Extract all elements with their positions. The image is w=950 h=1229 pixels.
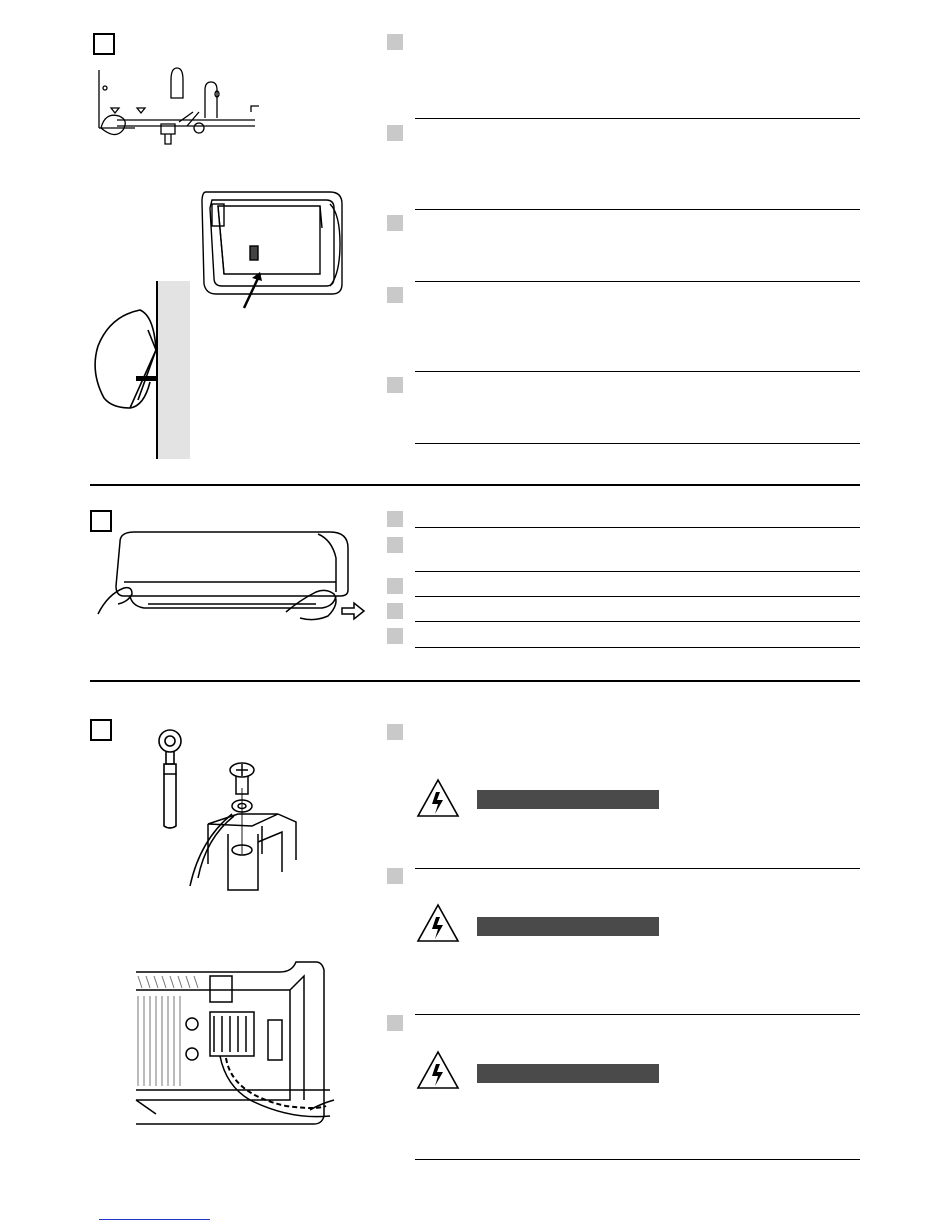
step-divider-3-2 <box>415 1014 860 1015</box>
ring-terminal-drawing <box>152 727 192 832</box>
step-marker-2-2 <box>387 537 403 553</box>
step-divider-1-2 <box>415 209 860 210</box>
step-marker-2-3 <box>387 578 403 594</box>
step-divider-1-3 <box>415 281 860 282</box>
step-marker-1-3 <box>387 215 403 231</box>
electric-shock-warning-icon <box>416 1050 460 1090</box>
step-divider-1-1 <box>415 118 860 119</box>
figure-number-box-1 <box>93 33 115 55</box>
step-marker-1-4 <box>387 287 403 303</box>
footer-link-underline[interactable] <box>99 1219 210 1220</box>
electric-shock-warning-icon <box>416 903 460 943</box>
step-divider-2-5 <box>415 647 860 648</box>
step-marker-2-1 <box>387 511 403 527</box>
step-divider-1-4 <box>415 371 860 372</box>
step-marker-3-3 <box>387 1015 403 1031</box>
mounting-bracket-drawing <box>95 68 265 158</box>
warning-label-bar-1 <box>477 790 659 809</box>
step-divider-3-1 <box>415 868 860 869</box>
step-divider-2-3 <box>415 596 860 597</box>
electric-shock-warning-icon <box>416 778 460 818</box>
step-marker-3-1 <box>387 724 403 740</box>
unit-wiring-compartment-drawing <box>130 950 340 1130</box>
terminal-block-drawing <box>190 758 320 893</box>
step-divider-2-2 <box>415 571 860 572</box>
figure-number-box-3 <box>90 719 112 741</box>
step-marker-3-2 <box>387 868 403 884</box>
front-panel-removal-drawing <box>90 528 370 628</box>
step-marker-1-1 <box>387 34 403 50</box>
step-divider-2-1 <box>415 527 860 528</box>
section-separator-2 <box>90 680 860 682</box>
step-marker-1-2 <box>387 125 403 141</box>
step-marker-2-5 <box>387 628 403 644</box>
step-divider-2-4 <box>415 621 860 622</box>
indoor-unit-back-drawing <box>180 188 350 318</box>
section-separator-1 <box>90 484 860 486</box>
step-divider-3-3 <box>415 1159 860 1160</box>
step-marker-2-4 <box>387 603 403 619</box>
step-marker-1-5 <box>387 377 403 393</box>
step-divider-1-5 <box>415 443 860 444</box>
warning-label-bar-3 <box>477 1064 659 1083</box>
warning-label-bar-2 <box>477 917 659 936</box>
indoor-unit-side-drawing <box>90 300 170 420</box>
